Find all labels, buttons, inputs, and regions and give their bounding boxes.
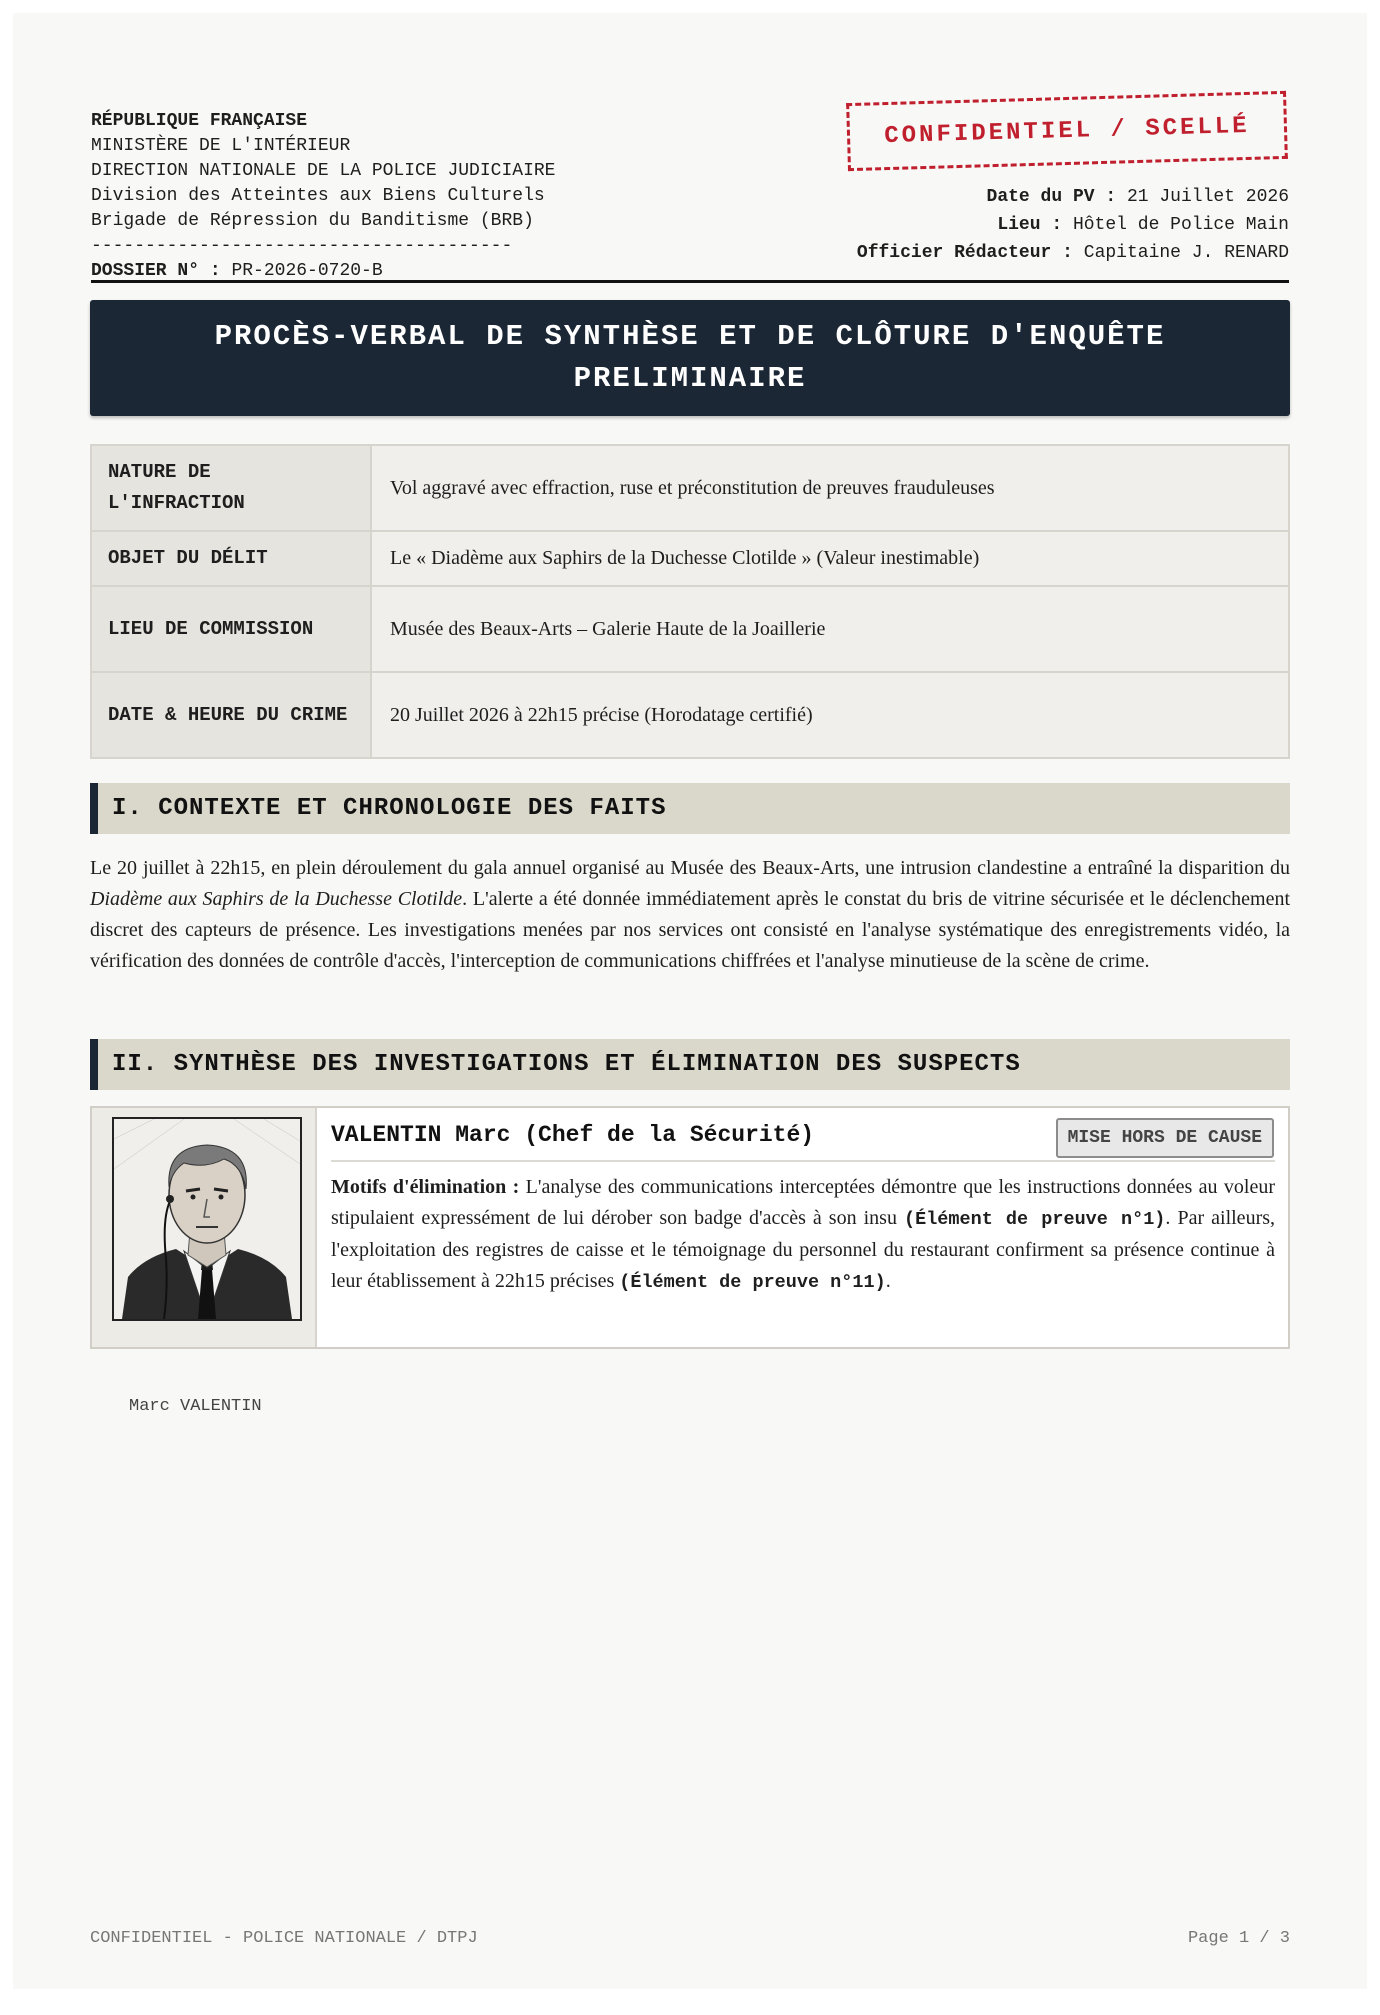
row-label: LIEU DE COMMISSION bbox=[91, 586, 371, 672]
row-label: DATE & HEURE DU CRIME bbox=[91, 672, 371, 758]
issuing-authority-block bbox=[91, 109, 555, 284]
evidence-ref-1: (Élément de preuve n°1) bbox=[903, 1209, 1166, 1230]
pv-location-label: Lieu : bbox=[997, 215, 1063, 235]
card-divider bbox=[331, 1160, 1275, 1162]
evidence-ref-11: (Élément de preuve n°11) bbox=[619, 1272, 886, 1293]
row-value: Le « Diadème aux Saphirs de la Duchesse Clotilde » (Valeur inestimable) bbox=[371, 531, 1289, 586]
context-text-before: Le 20 juillet à 22h15, en plein déroulement du gala annuel organisé au Musée des Beaux-Arts, une intrusion clandestine a entraîné la disparition du bbox=[90, 857, 1290, 879]
case-info-table bbox=[90, 444, 1290, 759]
dossier-label: DOSSIER N° : bbox=[91, 261, 221, 281]
pv-officer bbox=[857, 239, 1289, 267]
photo-caption: Marc VALENTIN bbox=[129, 1397, 262, 1416]
suspect-photo-column bbox=[92, 1108, 317, 1347]
section-heading-investigations: II. SYNTHÈSE DES INVESTIGATIONS ET ÉLIMINATION DES SUSPECTS bbox=[90, 1039, 1290, 1090]
motif-text-2: . Par ailleurs, l'exploitation des registres de caisse et le témoignage du personnel du restaurant confirment sa présence continue à leur établissement à 22h15 précises bbox=[331, 1207, 1276, 1292]
brigade-line: Brigade de Répression du Banditisme (BRB) bbox=[91, 211, 534, 231]
portrait-illustration bbox=[114, 1119, 300, 1319]
motif-text-3: . bbox=[885, 1270, 891, 1292]
ministry-line: MINISTÈRE DE L'INTÉRIEUR bbox=[91, 136, 351, 156]
republic-line: RÉPUBLIQUE FRANÇAISE bbox=[91, 111, 308, 131]
dossier-number bbox=[91, 259, 555, 284]
context-text-after: . L'alerte a été donnée immédiatement après le constat du bris de vitrine sécurisée et le déclenchement discret des capteurs de présence. Les investigations menées par nos services ont consisté en l'analyse systématique des enregistrements vidéo, la vérification des données de contrôle d'accès, l'interception de communications chiffrées et l'analyse minutieuse de la scène de crime. bbox=[90, 888, 1290, 972]
table-row bbox=[91, 445, 1289, 531]
document-title: PROCÈS-VERBAL DE SYNTHÈSE ET DE CLÔTURE D'ENQUÊTE PRELIMINAIRE bbox=[214, 320, 1166, 395]
status-badge: MISE HORS DE CAUSE bbox=[1056, 1118, 1274, 1158]
row-value: 20 Juillet 2026 à 22h15 précise (Horodatage certifié) bbox=[371, 672, 1289, 758]
elimination-text bbox=[331, 1172, 1275, 1298]
pv-date-value: 21 Juillet 2026 bbox=[1126, 187, 1289, 207]
pv-metadata bbox=[857, 183, 1289, 267]
table-row bbox=[91, 672, 1289, 758]
row-value: Vol aggravé avec effraction, ruse et préconstitution de preuves frauduleuses bbox=[371, 445, 1289, 531]
suspect-name: VALENTIN Marc (Chef de la Sécurité) bbox=[331, 1122, 815, 1148]
document-page bbox=[13, 13, 1367, 1989]
document-title-banner bbox=[90, 300, 1290, 416]
pv-date bbox=[857, 183, 1289, 211]
table-row bbox=[91, 586, 1289, 672]
pv-officer-label: Officier Rédacteur : bbox=[856, 243, 1073, 263]
suspect-portrait bbox=[112, 1117, 302, 1321]
document-header bbox=[91, 95, 1289, 283]
dossier-value: PR-2026-0720-B bbox=[231, 261, 383, 281]
pv-location-value: Hôtel de Police Main bbox=[1072, 215, 1289, 235]
row-label: NATURE DE L'INFRACTION bbox=[91, 445, 371, 531]
direction-line: DIRECTION NATIONALE DE LA POLICE JUDICIAIRE bbox=[91, 161, 556, 181]
motif-label: Motifs d'élimination : bbox=[331, 1176, 520, 1198]
row-value: Musée des Beaux-Arts – Galerie Haute de la Joaillerie bbox=[371, 586, 1289, 672]
table-row bbox=[91, 531, 1289, 586]
confidential-stamp: CONFIDENTIEL / SCELLÉ bbox=[846, 91, 1288, 171]
separator-line: --------------------------------------- bbox=[91, 236, 513, 256]
footer-classification: CONFIDENTIEL - POLICE NATIONALE / DTPJ bbox=[90, 1929, 478, 1948]
pv-officer-value: Capitaine J. RENARD bbox=[1083, 243, 1289, 263]
context-paragraph bbox=[90, 853, 1290, 977]
context-text-italic: Diadème aux Saphirs de la Duchesse Clotilde bbox=[90, 888, 463, 910]
division-line: Division des Atteintes aux Biens Culturels bbox=[91, 186, 545, 206]
pv-date-label: Date du PV : bbox=[986, 187, 1117, 207]
page-number: Page 1 / 3 bbox=[1187, 1929, 1290, 1948]
motif-text-1: L'analyse des communications interceptées démontre que les instructions données au voleur stipulaient expressément de lui dérober son badge d'accès à son insu bbox=[331, 1176, 1276, 1229]
pv-location bbox=[857, 211, 1289, 239]
row-label: OBJET DU DÉLIT bbox=[91, 531, 371, 586]
section-heading-context: I. CONTEXTE ET CHRONOLOGIE DES FAITS bbox=[90, 783, 1290, 834]
suspect-card bbox=[90, 1106, 1290, 1349]
